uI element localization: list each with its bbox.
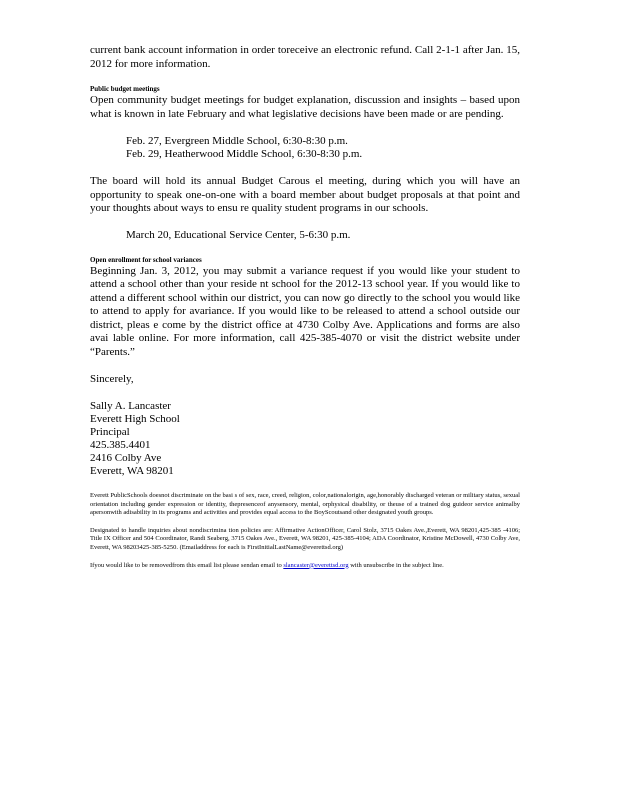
unsubscribe-note [90,562,520,571]
enrollment-heading: Open enrollment for school variances [90,255,202,264]
carousel-date: March 20, Educational Service Center, 5-6:30 p.m. [126,228,351,241]
signature-title: Principal [90,426,130,438]
budget-date-2: Feb. 29, Heatherwood Middle School, 6:30-8:30 p.m. [126,148,363,160]
intro-paragraph: current bank account information in order toreceive an electronic refund. Call 2-1-1 after Jan. 15, 2012 for more information. [90,44,520,70]
nondiscrimination-notice: Everett PublicSchools doesnot discriminate on the basi s of sex, race, creed, religion, color,nationalorigin, age,honorably discharged veteran or military status, sexual orientation including gender expression or identity, thepresenceof anysensory, mental, orphysical disability, or theuse of a trained dog guideor service animalby apersonwith adisability in its programs and activities and provides equal access to the BoyScoutsand other designated youth groups. [90,492,520,517]
unsubscribe-email-link[interactable]: slancaster@everettsd.org [283,561,349,569]
letter-page [90,44,520,570]
signature-name: Sally A. Lancaster [90,400,171,412]
signature-city: Everett, WA 98201 [90,465,174,477]
signature-street: 2416 Colby Ave [90,452,162,464]
closing: Sincerely, [90,373,134,385]
budget-paragraph: Open community budget meetings for budget explanation, discussion and insights – based upon what is known in late February and what legislative decisions have been made or are pending. [90,94,520,120]
signature-phone: 425.385.4401 [90,439,151,451]
budget-heading: Public budget meetings [90,85,160,93]
unsubscribe-text-end: with unsubscribe in the subject line. [348,561,444,569]
unsubscribe-text: Ifyou would like to be removedfrom this email list please sendan email to [90,561,284,569]
designated-contacts: Designated to handle inquiries about nondiscrimina tion policies are: Affirmative ActionOfficer, Carol Stolz, 3715 Oakes Ave.,Everett, WA 98201,425-385 -4106; Title IX Officer and 504 Coordinator, Randi Seaberg, 3715 Oakes Ave., Everett, WA 98201, 425-385-4104; ADA Coordinator, Kristine McDowell, 4730 Colby Ave, Everett, WA 98203425-385-5250. (Emailaddress for each is FirstInitialLastName@everettsd.org) [90,526,520,551]
signature-block [90,400,520,478]
carousel-paragraph: The board will hold its annual Budget Carous el meeting, during which you will have an opportunity to speak one-on-one with a board member about budget proposals at that point and your thoughts about ways to ensu re quality student programs in our schools. [90,175,520,214]
signature-school: Everett High School [90,413,180,425]
budget-date-1: Feb. 27, Evergreen Middle School, 6:30-8:30 p.m. [126,135,348,147]
enrollment-paragraph: Beginning Jan. 3, 2012, you may submit a variance request if you would like your student to attend a school other than your reside nt school for the 2012-13 school year. If you would like to attend a different school within our district, you can now go directly to the school you would like to attend to apply for avariance. If you would like to be released to attend a school outside our district, pleas e come by the district office at 4730 Colby Ave. Applications and forms are also avai lable online. For more information, call 425-385-4070 or visit the district website under “Parents.” [90,264,520,358]
